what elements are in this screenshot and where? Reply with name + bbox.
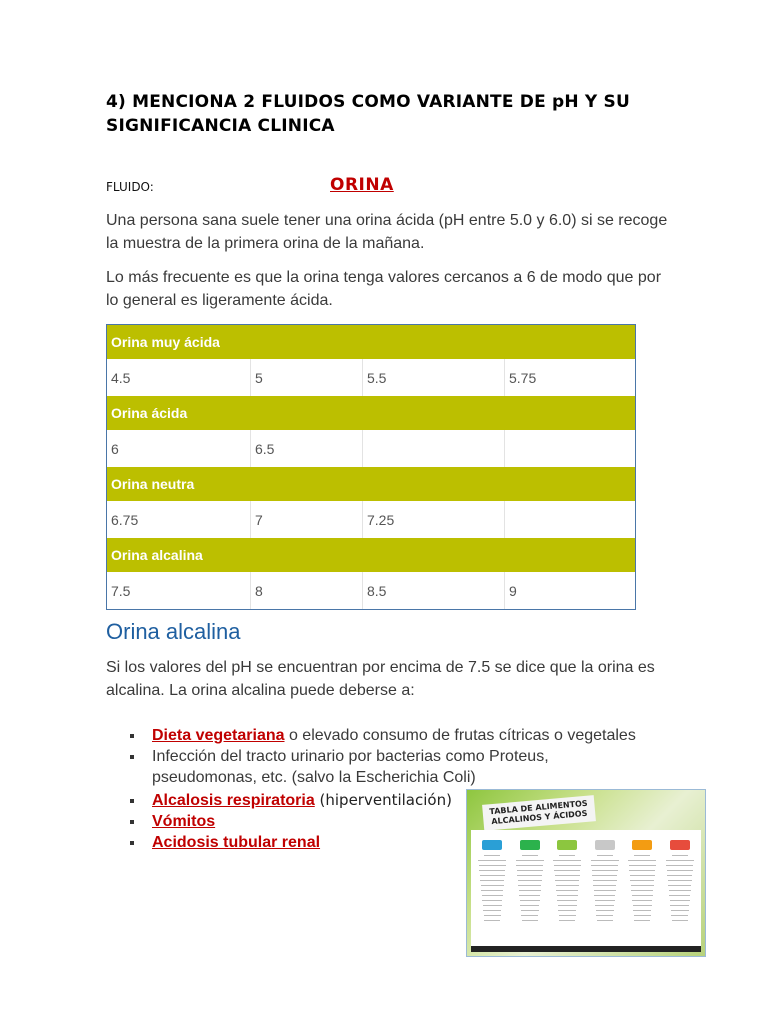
infographic-text-line [628,860,656,861]
infographic-text-line [482,895,503,896]
infographic-text-line [516,860,544,861]
infographic-text-line [669,895,690,896]
infographic-text-line [595,905,614,906]
infographic-text-line [594,895,615,896]
table-group-header [107,538,635,572]
infographic-text-line [553,860,581,861]
infographic-text-line [555,875,580,876]
infographic-text-line [479,865,506,866]
infographic-text-line [594,890,616,891]
alkaline-acid-food-infographic [466,789,706,957]
infographic-text-line [484,915,501,916]
infographic-column [550,840,585,936]
infographic-text-line [630,880,654,881]
section-title: Orina alcalina [106,619,241,644]
table-cell: 8 [251,572,363,609]
infographic-text-line [484,855,500,856]
infographic-text-line [672,855,688,856]
infographic-text-line [519,895,540,896]
table-cell: 6.5 [251,430,363,467]
infographic-text-line [596,915,613,916]
infographic-text-line [518,880,542,881]
list-item-text: (hiperventilación) [314,791,452,809]
infographic-text-line [516,865,543,866]
infographic-text-line [481,885,504,886]
infographic-text-line [631,885,654,886]
list-item-text: o elevado consumo de frutas cítricas o vegetales [284,727,636,744]
table-cell: 7.25 [363,501,505,538]
battery-icon [482,840,502,850]
table-cell: 8.5 [363,572,505,609]
infographic-text-line [519,890,541,891]
table-group-title: Orina ácida [107,396,635,430]
infographic-text-line [557,900,577,901]
table-cell [505,501,636,538]
infographic-text-line [483,905,502,906]
table-cell: 5.5 [363,359,505,396]
infographic-text-line [591,865,618,866]
infographic-text-line [478,860,506,861]
infographic-text-line [666,860,694,861]
infographic-title: TABLA DE ALIMENTOS ALCALINOS Y ÁCIDOS [482,795,596,831]
list-item [130,746,650,788]
infographic-column [475,840,510,936]
infographic-text-line [667,875,692,876]
table-cell: 4.5 [107,359,251,396]
paragraph-alkaline-definition: Si los valores del pH se encuentran por encima de 7.5 se dice que la orina es alcalina. La orina alcalina puede deberse a: [106,659,655,699]
infographic-text-line [629,865,656,866]
question-heading-line-1: 4) MENCIONA 2 FLUIDOS COMO VARIANTE DE pH Y SU [106,92,631,112]
infographic-text-line [559,915,576,916]
infographic-text-line [555,880,579,881]
infographic-text-line [482,900,502,901]
infographic-text-line [517,870,543,871]
list-item [130,725,650,746]
ph-table [106,324,636,610]
infographic-text-line [522,920,538,921]
infographic-text-line [597,920,613,921]
infographic-text-line [557,895,578,896]
infographic-text-line [669,890,691,891]
infographic-text-line [671,910,689,911]
table-row [107,572,635,609]
table-group-header [107,467,635,501]
battery-icon [520,840,540,850]
infographic-text-line [481,890,503,891]
infographic-columns [475,840,697,936]
fluid-value: ORINA [330,175,394,195]
infographic-text-line [632,895,653,896]
infographic-text-line [634,920,650,921]
table-cell: 9 [505,572,636,609]
infographic-text-line [671,915,688,916]
link-dieta-vegetariana[interactable]: Dieta vegetariana [152,727,285,744]
infographic-text-line [668,880,692,881]
list-item-text: Infección del tracto urinario por bacterias como Proteus, pseudomonas, etc. (salvo la Escherichia Coli) [152,748,549,786]
infographic-text-line [632,900,652,901]
infographic-column [625,840,660,936]
infographic-text-line [629,870,655,871]
infographic-text-line [597,855,613,856]
infographic-text-line [630,875,655,876]
table-row [107,359,635,396]
infographic-text-line [558,905,577,906]
infographic-text-line [593,885,616,886]
infographic-text-line [520,900,540,901]
infographic-text-line [556,885,579,886]
infographic-column [513,840,548,936]
link-alcalosis-respiratoria[interactable]: Alcalosis respiratoria [152,792,315,809]
infographic-text-line [593,880,617,881]
table-group-header [107,325,635,359]
fluid-label: FLUIDO: [106,180,154,194]
infographic-text-line [480,875,505,876]
infographic-text-line [666,865,693,866]
infographic-column [588,840,623,936]
infographic-text-line [667,870,693,871]
table-cell: 6 [107,430,251,467]
infographic-text-line [518,885,541,886]
table-group-header [107,396,635,430]
table-cell: 6.75 [107,501,251,538]
infographic-body [471,830,701,952]
infographic-text-line [559,920,575,921]
battery-icon [557,840,577,850]
link-acidosis-tubular-renal[interactable]: Acidosis tubular renal [152,834,321,851]
infographic-text-line [480,880,504,881]
battery-icon [632,840,652,850]
table-cell: 5 [251,359,363,396]
infographic-text-line [633,905,652,906]
infographic-text-line [595,900,615,901]
table-row [107,501,635,538]
infographic-text-line [592,875,617,876]
infographic-text-line [670,900,690,901]
infographic-text-line [556,890,578,891]
infographic-text-line [634,915,651,916]
battery-icon [595,840,615,850]
infographic-text-line [521,910,539,911]
infographic-text-line [558,910,576,911]
table-cell: 7.5 [107,572,251,609]
infographic-text-line [517,875,542,876]
infographic-text-line [670,905,689,906]
infographic-text-line [591,860,619,861]
paragraph-frequent-values: Lo más frecuente es que la orina tenga valores cercanos a 6 de modo que por lo general es ligeramente ácida. [106,269,662,309]
infographic-text-line [483,910,501,911]
question-heading-line-2: SIGNIFICANCIA CLINICA [106,116,335,136]
table-cell [505,430,636,467]
table-cell [363,430,505,467]
infographic-text-line [479,870,505,871]
infographic-text-line [521,915,538,916]
infographic-text-line [559,855,575,856]
table-group-title: Orina neutra [107,467,635,501]
table-row [107,430,635,467]
infographic-text-line [631,890,653,891]
infographic-footer-bar [471,946,701,952]
infographic-text-line [592,870,618,871]
table-cell: 5.75 [505,359,636,396]
infographic-text-line [554,870,580,871]
table-cell: 7 [251,501,363,538]
table-group-title: Orina alcalina [107,538,635,572]
infographic-column [663,840,698,936]
infographic-text-line [634,855,650,856]
question-heading [106,90,706,138]
infographic-text-line [484,920,500,921]
table-group-title: Orina muy ácida [107,325,635,359]
infographic-text-line [633,910,651,911]
infographic-text-line [596,910,614,911]
infographic-text-line [672,920,688,921]
infographic-text-line [520,905,539,906]
paragraph-healthy-urine: Una persona sana suele tener una orina ácida (pH entre 5.0 y 6.0) si se recoge la muestra de la primera orina de la mañana. [106,212,668,252]
infographic-text-line [522,855,538,856]
link-vomitos[interactable]: Vómitos [152,813,216,830]
infographic-text-line [554,865,581,866]
battery-icon [670,840,690,850]
infographic-text-line [668,885,691,886]
